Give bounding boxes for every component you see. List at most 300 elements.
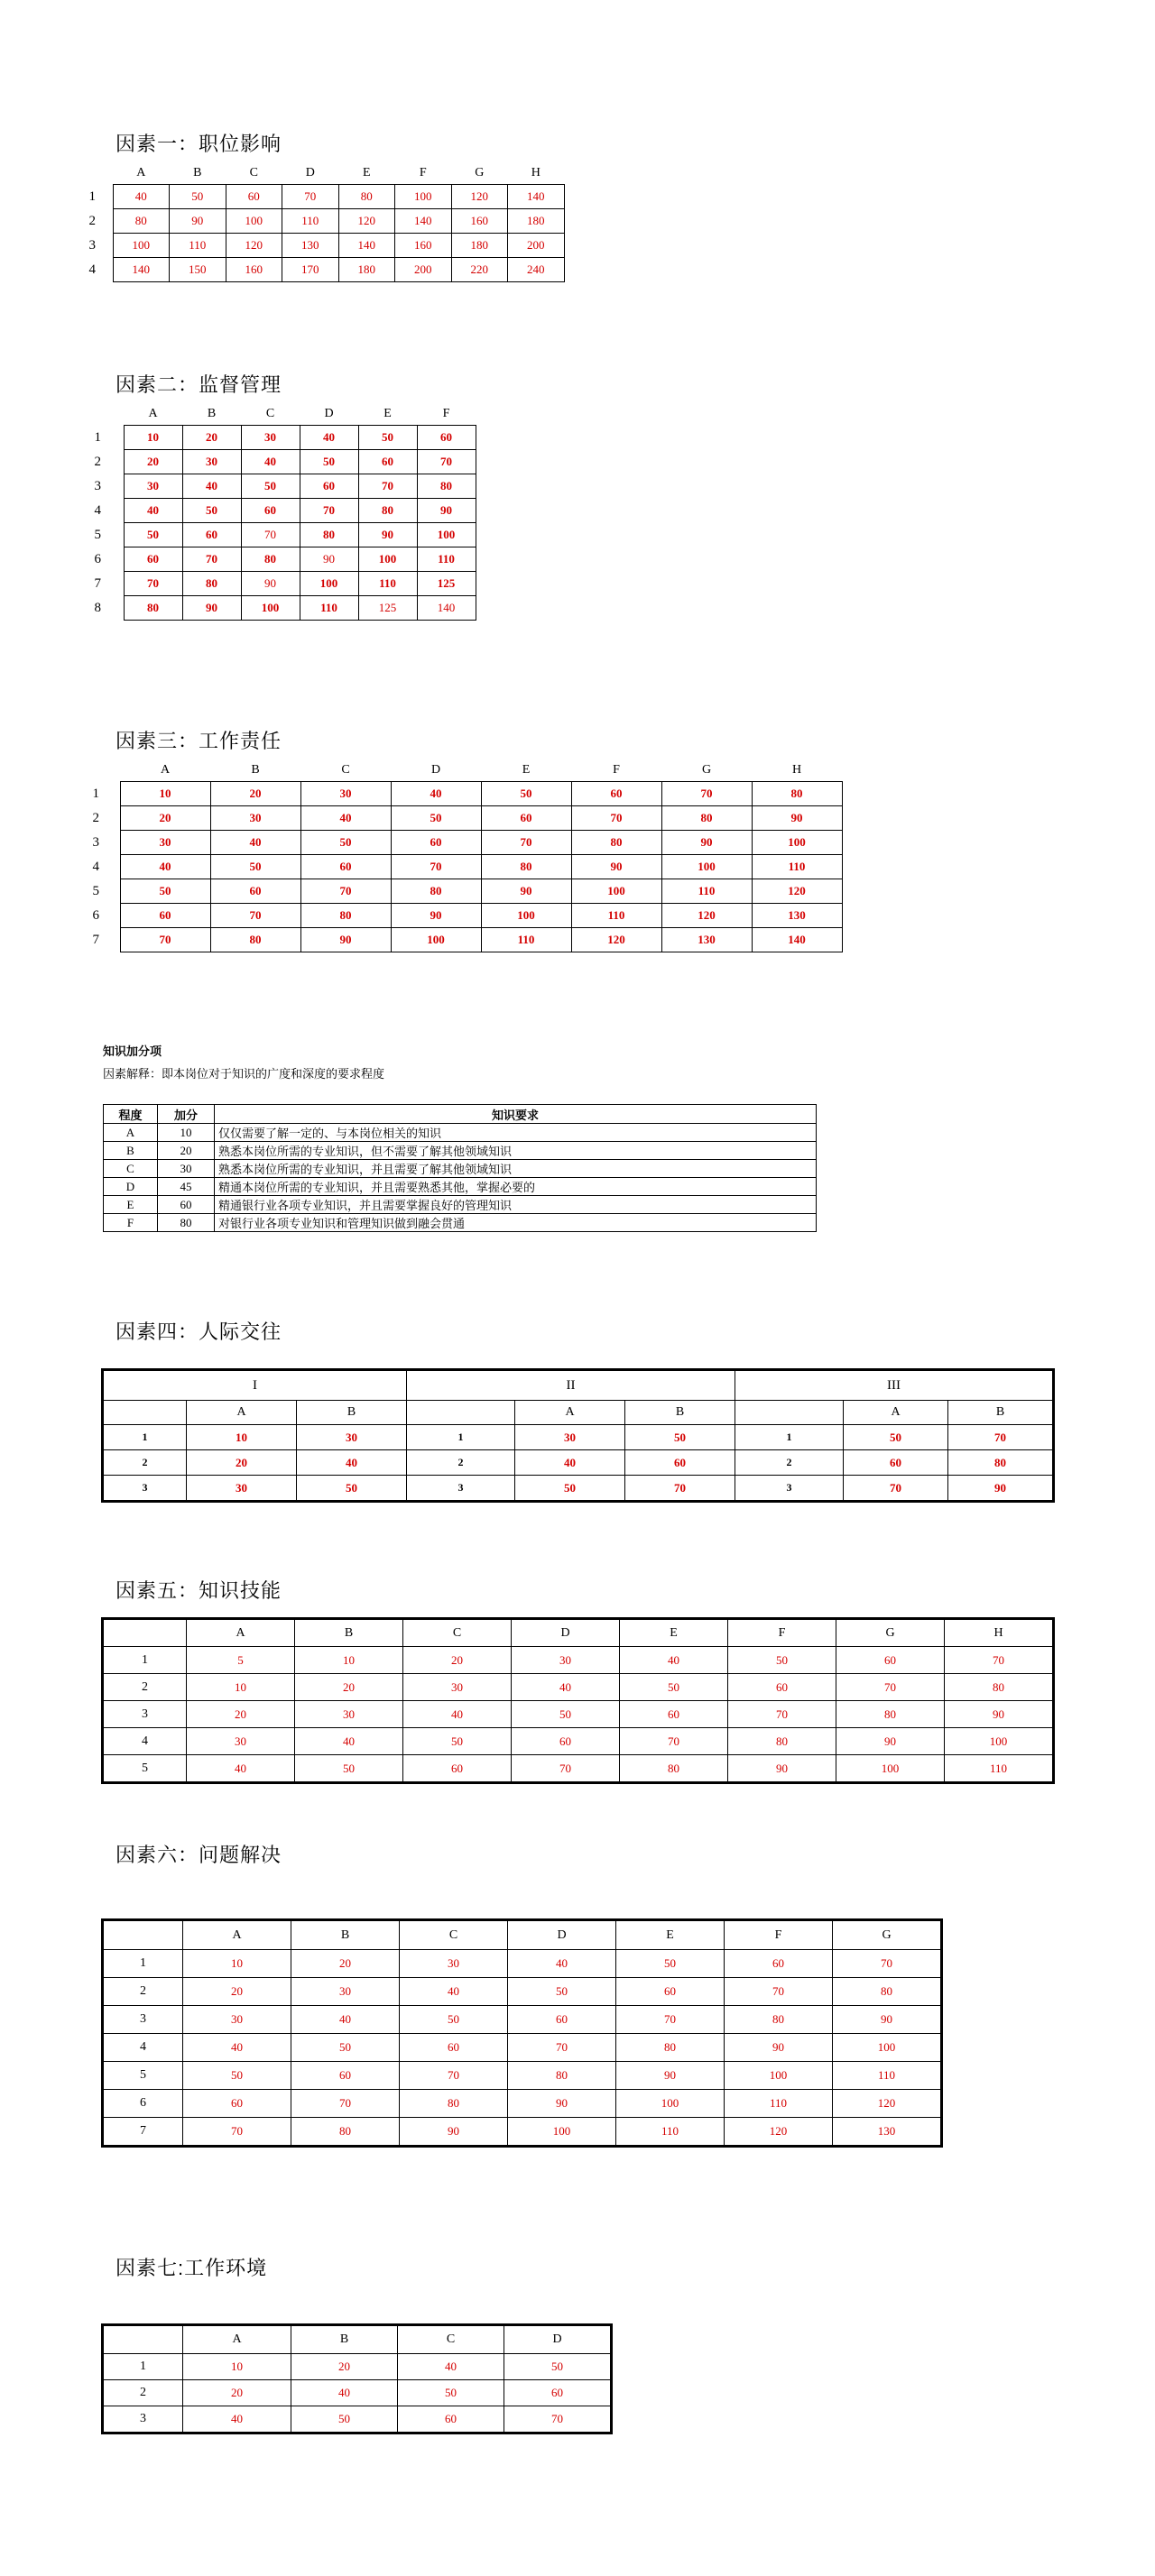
row-label-4: 4: [104, 1728, 187, 1755]
cell-2H: 90: [752, 806, 842, 831]
cell-3A: 30: [124, 474, 182, 499]
column-header-A: A: [183, 1921, 291, 1950]
column-header-E: E: [362, 166, 371, 179]
row-label-2: 2: [104, 2380, 183, 2406]
cell-1C: 30: [400, 1950, 508, 1978]
cell-1D: 40: [300, 426, 358, 450]
row-label-7: 7: [92, 932, 99, 947]
cell-1B: 20: [291, 1950, 400, 1978]
section-factor6: [116, 1840, 282, 1868]
cell-2C: 30: [403, 1674, 512, 1701]
cell-2A: 10: [187, 1674, 295, 1701]
row-label-III-1: 1: [735, 1425, 844, 1450]
cell-7E: 110: [358, 572, 417, 596]
cell-5G: 110: [833, 2062, 941, 2090]
column-header-F: F: [419, 166, 427, 179]
cell-2H: 80: [945, 1674, 1053, 1701]
table-row: [72, 258, 564, 282]
cell-4B: 50: [291, 2034, 400, 2062]
knowledge-level-C: C: [104, 1160, 158, 1178]
row-label-3: 3: [104, 2006, 183, 2034]
cell-4F: 80: [728, 1728, 836, 1755]
cell-1A: 10: [183, 2354, 291, 2380]
cell-2G: 160: [451, 209, 508, 234]
table-row: [72, 234, 564, 258]
column-header-C: C: [398, 2326, 504, 2354]
cell-5B: 60: [210, 879, 300, 904]
cell-5B: 60: [291, 2062, 400, 2090]
cell-3A: 100: [113, 234, 170, 258]
cell-3B: 40: [210, 831, 300, 855]
cell-1F: 100: [395, 185, 452, 209]
column-header-C: C: [403, 1620, 512, 1647]
factor2-table-wrap: [72, 403, 476, 621]
cell-4E: 80: [616, 2034, 725, 2062]
knowledge-score-F: 80: [158, 1214, 215, 1232]
row-label-8: 8: [94, 600, 101, 615]
knowledge-level-E: E: [104, 1196, 158, 1214]
cell-8A: 80: [124, 596, 182, 621]
cell-4F: 200: [395, 258, 452, 282]
knowledge-requirement-F: 对银行业各项专业知识和管理知识做到融会贯通: [215, 1214, 817, 1232]
column-header-F: F: [613, 763, 620, 777]
cell-1A: 10: [124, 426, 182, 450]
factor1-body: [72, 162, 564, 282]
cell-3F: 80: [725, 2006, 833, 2034]
cell-5D: 80: [508, 2062, 616, 2090]
cell-2D: 60: [504, 2380, 611, 2406]
knowledge-row: [104, 1214, 817, 1232]
knowledge-level-F: F: [104, 1214, 158, 1232]
column-header-row: [72, 759, 842, 782]
cell-3D: 130: [282, 234, 339, 258]
table-row: [72, 499, 476, 523]
cell-4E: 180: [338, 258, 395, 282]
cell-1B: 50: [170, 185, 226, 209]
factor3-title: 因素三：工作责任: [116, 730, 282, 752]
row-label-1: 1: [88, 189, 96, 204]
column-header-F: F: [442, 407, 450, 420]
column-header-II-B: B: [625, 1401, 735, 1425]
factor1-title: 因素一：职位影响: [116, 133, 282, 155]
cell-1D: 70: [282, 185, 339, 209]
cell-6B: 70: [182, 547, 241, 572]
table-row: [104, 2118, 941, 2146]
cell-I-2A: 20: [187, 1450, 297, 1476]
cell-1C: 20: [403, 1647, 512, 1674]
cell-1G: 70: [833, 1950, 941, 1978]
cell-4H: 110: [752, 855, 842, 879]
cell-2F: 70: [571, 806, 661, 831]
row-label-6: 6: [92, 907, 99, 923]
cell-6E: 100: [481, 904, 571, 928]
cell-5F: 100: [417, 523, 476, 547]
column-header-A: A: [183, 2326, 291, 2354]
cell-2H: 180: [508, 209, 565, 234]
cell-1H: 70: [945, 1647, 1053, 1674]
cell-6D: 90: [391, 904, 481, 928]
knowledge-block: [103, 1042, 384, 1081]
cell-III-1B: 70: [948, 1425, 1053, 1450]
knowledge-row: [104, 1196, 817, 1214]
column-header-I-A: A: [187, 1401, 297, 1425]
table-row: [104, 2034, 941, 2062]
factor6-table-wrap: [103, 1920, 941, 2146]
cell-6B: 70: [210, 904, 300, 928]
cell-1C: 30: [241, 426, 300, 450]
cell-4E: 80: [481, 855, 571, 879]
cell-6C: 80: [400, 2090, 508, 2118]
cell-1H: 140: [508, 185, 565, 209]
cell-3C: 60: [398, 2406, 504, 2433]
table-row: [104, 1950, 941, 1978]
factor7-title: 因素七:工作环境: [116, 2257, 268, 2279]
cell-II-2A: 40: [515, 1450, 625, 1476]
cell-6G: 120: [661, 904, 752, 928]
cell-7A: 70: [183, 2118, 291, 2146]
cell-5D: 70: [512, 1755, 620, 1782]
cell-1A: 10: [120, 782, 210, 806]
cell-5G: 100: [836, 1755, 945, 1782]
column-header-E: E: [522, 763, 531, 777]
cell-1A: 40: [113, 185, 170, 209]
cell-3B: 40: [182, 474, 241, 499]
cell-3F: 160: [395, 234, 452, 258]
cell-2E: 120: [338, 209, 395, 234]
cell-7E: 110: [616, 2118, 725, 2146]
row-label-III-3: 3: [735, 1476, 844, 1501]
cell-1H: 80: [752, 782, 842, 806]
cell-1A: 10: [183, 1950, 291, 1978]
column-header-B: B: [193, 166, 202, 179]
table-row: [104, 1728, 1053, 1755]
knowledge-level-B: B: [104, 1142, 158, 1160]
cell-6H: 130: [752, 904, 842, 928]
cell-4B: 40: [295, 1728, 403, 1755]
cell-4A: 40: [124, 499, 182, 523]
cell-1F: 50: [728, 1647, 836, 1674]
row-label-III-2: 2: [735, 1450, 844, 1476]
knowledge-row: [104, 1178, 817, 1196]
cell-3C: 50: [241, 474, 300, 499]
factor7-table: [103, 2325, 611, 2433]
cell-1F: 60: [725, 1950, 833, 1978]
cell-4A: 140: [113, 258, 170, 282]
factor1-table-wrap: [72, 162, 565, 282]
table-row: [72, 879, 842, 904]
cell-I-1B: 30: [297, 1425, 407, 1450]
cell-5E: 90: [358, 523, 417, 547]
cell-5E: 90: [481, 879, 571, 904]
cell-2C: 40: [400, 1978, 508, 2006]
cell-1B: 20: [291, 2354, 398, 2380]
factor1-table: [72, 162, 565, 282]
cell-7F: 125: [417, 572, 476, 596]
cell-1E: 40: [620, 1647, 728, 1674]
cell-2F: 70: [417, 450, 476, 474]
column-header-A: A: [136, 166, 146, 179]
cell-1E: 50: [358, 426, 417, 450]
cell-1C: 30: [300, 782, 391, 806]
row-label-2: 2: [104, 1674, 187, 1701]
cell-5C: 60: [403, 1755, 512, 1782]
row-label-2: 2: [104, 1978, 183, 2006]
cell-6A: 60: [183, 2090, 291, 2118]
row-label-I-3: 3: [104, 1476, 187, 1501]
cell-3C: 50: [400, 2006, 508, 2034]
table-row: [104, 2354, 611, 2380]
cell-III-2B: 80: [948, 1450, 1053, 1476]
cell-2E: 60: [616, 1978, 725, 2006]
column-header-F: F: [728, 1620, 836, 1647]
knowledge-requirement-B: 熟悉本岗位所需的专业知识，但不需要了解其他领域知识: [215, 1142, 817, 1160]
cell-2B: 40: [291, 2380, 398, 2406]
column-header-G: G: [836, 1620, 945, 1647]
cell-1F: 60: [571, 782, 661, 806]
row-label-4: 4: [92, 859, 99, 874]
table-row: [104, 1978, 941, 2006]
factor6-title: 因素六：问题解决: [116, 1844, 282, 1866]
cell-III-2A: 60: [844, 1450, 948, 1476]
cell-4A: 30: [187, 1728, 295, 1755]
row-label-corner: [72, 759, 120, 782]
table-row: [72, 426, 476, 450]
cell-1A: 5: [187, 1647, 295, 1674]
cell-4A: 40: [120, 855, 210, 879]
cell-4C: 50: [403, 1728, 512, 1755]
factor5-title: 因素五：知识技能: [116, 1579, 282, 1602]
cell-4C: 160: [226, 258, 282, 282]
knowledge-header-0: 程度: [104, 1105, 158, 1124]
cell-7F: 120: [725, 2118, 833, 2146]
column-header-D: D: [324, 407, 334, 420]
column-header-row: [72, 403, 476, 426]
factor6-body: [104, 1921, 941, 2146]
factor3-table-wrap: [72, 759, 843, 952]
knowledge-score-C: 30: [158, 1160, 215, 1178]
factor3-body: [72, 759, 842, 952]
table-row: [104, 2090, 941, 2118]
table-row: [72, 855, 842, 879]
factor2-title: 因素二：监督管理: [116, 373, 282, 396]
cell-3E: 70: [616, 2006, 725, 2034]
cell-2D: 110: [282, 209, 339, 234]
cell-2E: 60: [481, 806, 571, 831]
factor5-table: [103, 1619, 1053, 1782]
cell-5B: 50: [295, 1755, 403, 1782]
cell-2G: 80: [661, 806, 752, 831]
cell-5A: 50: [183, 2062, 291, 2090]
row-label-7: 7: [94, 575, 101, 591]
cell-3H: 90: [945, 1701, 1053, 1728]
cell-II-1B: 50: [625, 1425, 735, 1450]
row-label-1: 1: [94, 429, 101, 445]
cell-2F: 70: [725, 1978, 833, 2006]
cell-3G: 180: [451, 234, 508, 258]
cell-4C: 60: [241, 499, 300, 523]
column-header-II-A: A: [515, 1401, 625, 1425]
table-row: [72, 596, 476, 621]
cell-2C: 40: [300, 806, 391, 831]
cell-5A: 50: [120, 879, 210, 904]
column-header-C: C: [400, 1921, 508, 1950]
cell-4F: 90: [417, 499, 476, 523]
cell-3D: 50: [512, 1701, 620, 1728]
cell-2D: 40: [512, 1674, 620, 1701]
knowledge-requirement-D: 精通本岗位所需的专业知识，并且需要熟悉其他，掌握必要的: [215, 1178, 817, 1196]
cell-4D: 70: [300, 499, 358, 523]
column-header-E: E: [620, 1620, 728, 1647]
cell-5E: 90: [616, 2062, 725, 2090]
cell-II-2B: 60: [625, 1450, 735, 1476]
column-header-D: D: [508, 1921, 616, 1950]
cell-5C: 70: [400, 2062, 508, 2090]
table-row: [72, 547, 476, 572]
cell-1D: 40: [508, 1950, 616, 1978]
cell-4C: 60: [400, 2034, 508, 2062]
cell-6D: 90: [508, 2090, 616, 2118]
cell-1E: 50: [481, 782, 571, 806]
factor4-table: [103, 1370, 1053, 1501]
row-label-corner-II: [407, 1401, 515, 1425]
cell-2B: 30: [182, 450, 241, 474]
cell-1C: 60: [226, 185, 282, 209]
cell-I-3A: 30: [187, 1476, 297, 1501]
cell-6A: 60: [120, 904, 210, 928]
cell-7D: 100: [391, 928, 481, 952]
cell-1B: 20: [182, 426, 241, 450]
row-label-5: 5: [94, 527, 101, 542]
cell-2B: 30: [291, 1978, 400, 2006]
cell-3D: 60: [391, 831, 481, 855]
column-header-H: H: [945, 1620, 1053, 1647]
table-row: [104, 2380, 611, 2406]
cell-3D: 60: [508, 2006, 616, 2034]
column-header-B: B: [291, 1921, 400, 1950]
cell-3C: 120: [226, 234, 282, 258]
cell-7C: 90: [400, 2118, 508, 2146]
row-label-5: 5: [92, 883, 99, 898]
factor4-table-wrap: [103, 1370, 1053, 1501]
cell-5B: 60: [182, 523, 241, 547]
cell-6C: 80: [241, 547, 300, 572]
row-label-1: 1: [104, 1950, 183, 1978]
knowledge-row: [104, 1142, 817, 1160]
knowledge-heading: 知识加分项: [103, 1044, 162, 1058]
row-label-II-3: 3: [407, 1476, 515, 1501]
cell-I-1A: 10: [187, 1425, 297, 1450]
cell-1D: 40: [391, 782, 481, 806]
knowledge-body: [104, 1124, 817, 1232]
cell-4B: 50: [210, 855, 300, 879]
column-header-H: H: [531, 166, 541, 179]
cell-3B: 110: [170, 234, 226, 258]
knowledge-score-E: 60: [158, 1196, 215, 1214]
cell-3G: 90: [661, 831, 752, 855]
cell-4H: 240: [508, 258, 565, 282]
row-label-6: 6: [94, 551, 101, 566]
cell-4B: 50: [182, 499, 241, 523]
row-label-corner: [104, 1921, 183, 1950]
cell-5E: 80: [620, 1755, 728, 1782]
table-row: [72, 572, 476, 596]
column-header-B: B: [295, 1620, 403, 1647]
cell-7B: 80: [210, 928, 300, 952]
table-row: [72, 450, 476, 474]
cell-3B: 50: [291, 2406, 398, 2433]
table-row: [104, 2006, 941, 2034]
cell-1B: 20: [210, 782, 300, 806]
cell-3B: 40: [291, 2006, 400, 2034]
cell-3F: 70: [728, 1701, 836, 1728]
cell-2D: 50: [391, 806, 481, 831]
column-header-III-B: B: [948, 1401, 1053, 1425]
factor4-body: [104, 1371, 1053, 1501]
cell-2G: 70: [836, 1674, 945, 1701]
cell-6G: 120: [833, 2090, 941, 2118]
column-header-row: [104, 1921, 941, 1950]
row-label-corner: [72, 162, 113, 185]
column-header-C: C: [249, 166, 258, 179]
cell-3E: 70: [481, 831, 571, 855]
knowledge-thead: [104, 1105, 817, 1124]
knowledge-score-B: 20: [158, 1142, 215, 1160]
cell-5H: 120: [752, 879, 842, 904]
cell-6E: 100: [358, 547, 417, 572]
cell-8B: 90: [182, 596, 241, 621]
cell-3A: 30: [183, 2006, 291, 2034]
cell-4H: 100: [945, 1728, 1053, 1755]
cell-5F: 90: [728, 1755, 836, 1782]
cell-3E: 60: [620, 1701, 728, 1728]
cell-5G: 110: [661, 879, 752, 904]
cell-1E: 80: [338, 185, 395, 209]
cell-2B: 20: [295, 1674, 403, 1701]
cell-3A: 30: [120, 831, 210, 855]
column-header-H: H: [791, 763, 802, 777]
cell-2D: 50: [300, 450, 358, 474]
group-header-III: III: [735, 1371, 1053, 1401]
knowledge-requirement-E: 精通银行业各项专业知识，并且需要掌握良好的管理知识: [215, 1196, 817, 1214]
knowledge-header-1: 加分: [158, 1105, 215, 1124]
column-header-E: E: [616, 1921, 725, 1950]
table-row: [104, 1674, 1053, 1701]
table-row: [104, 1450, 1053, 1476]
column-header-C: C: [341, 763, 350, 777]
cell-2A: 20: [183, 1978, 291, 2006]
row-label-I-2: 2: [104, 1450, 187, 1476]
row-label-5: 5: [104, 1755, 187, 1782]
row-label-2: 2: [94, 454, 101, 469]
cell-6F: 110: [417, 547, 476, 572]
factor7-table-wrap: [103, 2325, 611, 2433]
cell-4G: 220: [451, 258, 508, 282]
table-row: [72, 185, 564, 209]
cell-6E: 100: [616, 2090, 725, 2118]
cell-3G: 90: [833, 2006, 941, 2034]
cell-3B: 30: [295, 1701, 403, 1728]
cell-7G: 130: [833, 2118, 941, 2146]
knowledge-row: [104, 1160, 817, 1178]
cell-7G: 130: [661, 928, 752, 952]
cell-2A: 20: [120, 806, 210, 831]
cell-3C: 50: [300, 831, 391, 855]
column-header-G: G: [701, 763, 712, 777]
cell-1G: 120: [451, 185, 508, 209]
cell-1D: 30: [512, 1647, 620, 1674]
row-label-1: 1: [104, 1647, 187, 1674]
knowledge-requirement-A: 仅仅需要了解一定的、与本岗位相关的知识: [215, 1124, 817, 1142]
